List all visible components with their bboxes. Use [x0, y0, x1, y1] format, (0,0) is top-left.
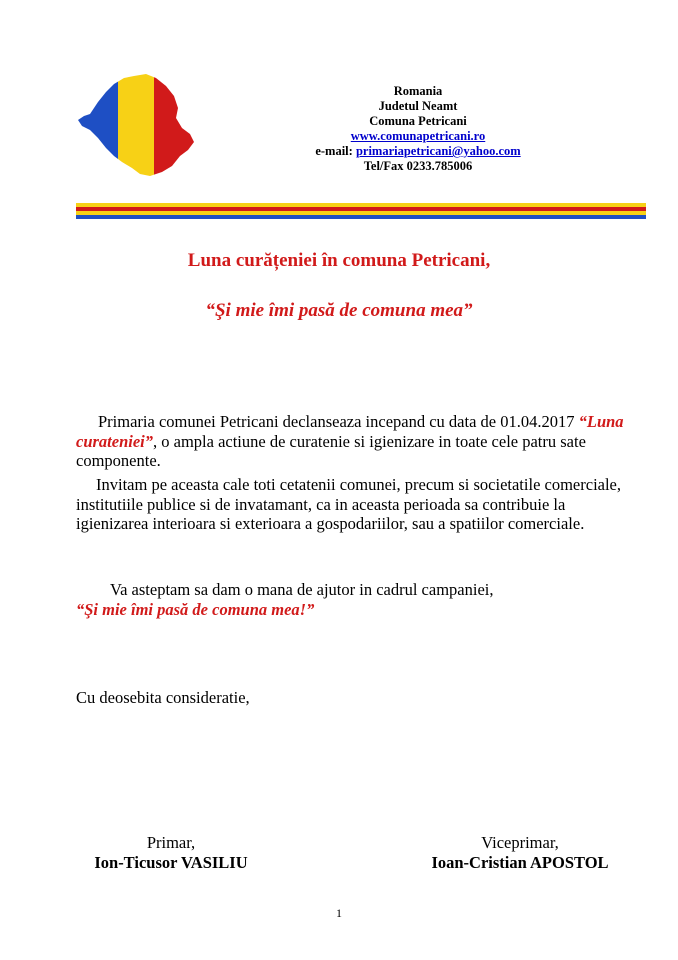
header-county: Judetul Neamt — [378, 99, 458, 113]
announcement-start: Primaria comunei Petricani declanseaza incepand cu data de 01.04.2017 — [98, 412, 575, 431]
campaign-slogan: “Şi mie îmi pasă de comuna mea” — [205, 300, 473, 321]
email-label: e-mail: — [315, 144, 353, 158]
header-phone: Tel/Fax 0233.785006 — [363, 159, 473, 173]
romania-map-logo — [76, 68, 196, 178]
signature-deputy-mayor — [400, 833, 640, 873]
announcement-rest: , o ampla actiune de curatenie si igienizare in toate cele patru sate componente. — [76, 431, 586, 470]
campaign-name-highlight: “Luna curateniei” — [76, 412, 624, 451]
website-link[interactable]: www.comunapetricani.ro — [350, 129, 486, 143]
paragraph-announcement — [76, 412, 636, 471]
mayor-name: Ion-Ticusor VASILIU — [94, 853, 248, 872]
header-contact-block — [290, 84, 546, 174]
call-to-action-text: Va asteptam sa dam o mana de ajutor in cadrul campaniei, — [110, 580, 494, 599]
email-link[interactable]: primariapetricani@yahoo.com — [355, 144, 521, 158]
invitation-text: Invitam pe aceasta cale toti cetatenii comunei, precum si societatile comerciale, institutiile publice si de invatamant, ca in aceasta perioada sa contribuie la igienizarea interioara si exterioara a gospodariilor, sau a spatiilor comerciale. — [76, 475, 622, 533]
header-commune: Comuna Petricani — [369, 114, 467, 128]
paragraph-call-to-action — [76, 580, 636, 619]
flag-bar-blue — [76, 215, 646, 219]
closing-salutation: Cu deosebita consideratie, — [76, 688, 250, 707]
header-country: Romania — [393, 84, 443, 98]
call-to-action-slogan: “Şi mie îmi pasă de comuna mea!” — [76, 599, 315, 619]
paragraph-invitation — [76, 475, 636, 534]
mayor-role: Primar, — [146, 833, 196, 852]
document-title: Luna curățeniei în comuna Petricani, — [187, 250, 491, 271]
page-number: 1 — [336, 906, 342, 920]
signature-mayor — [66, 833, 276, 873]
deputy-mayor-role: Viceprimar, — [481, 833, 559, 852]
deputy-mayor-name: Ioan-Cristian APOSTOL — [431, 853, 609, 872]
